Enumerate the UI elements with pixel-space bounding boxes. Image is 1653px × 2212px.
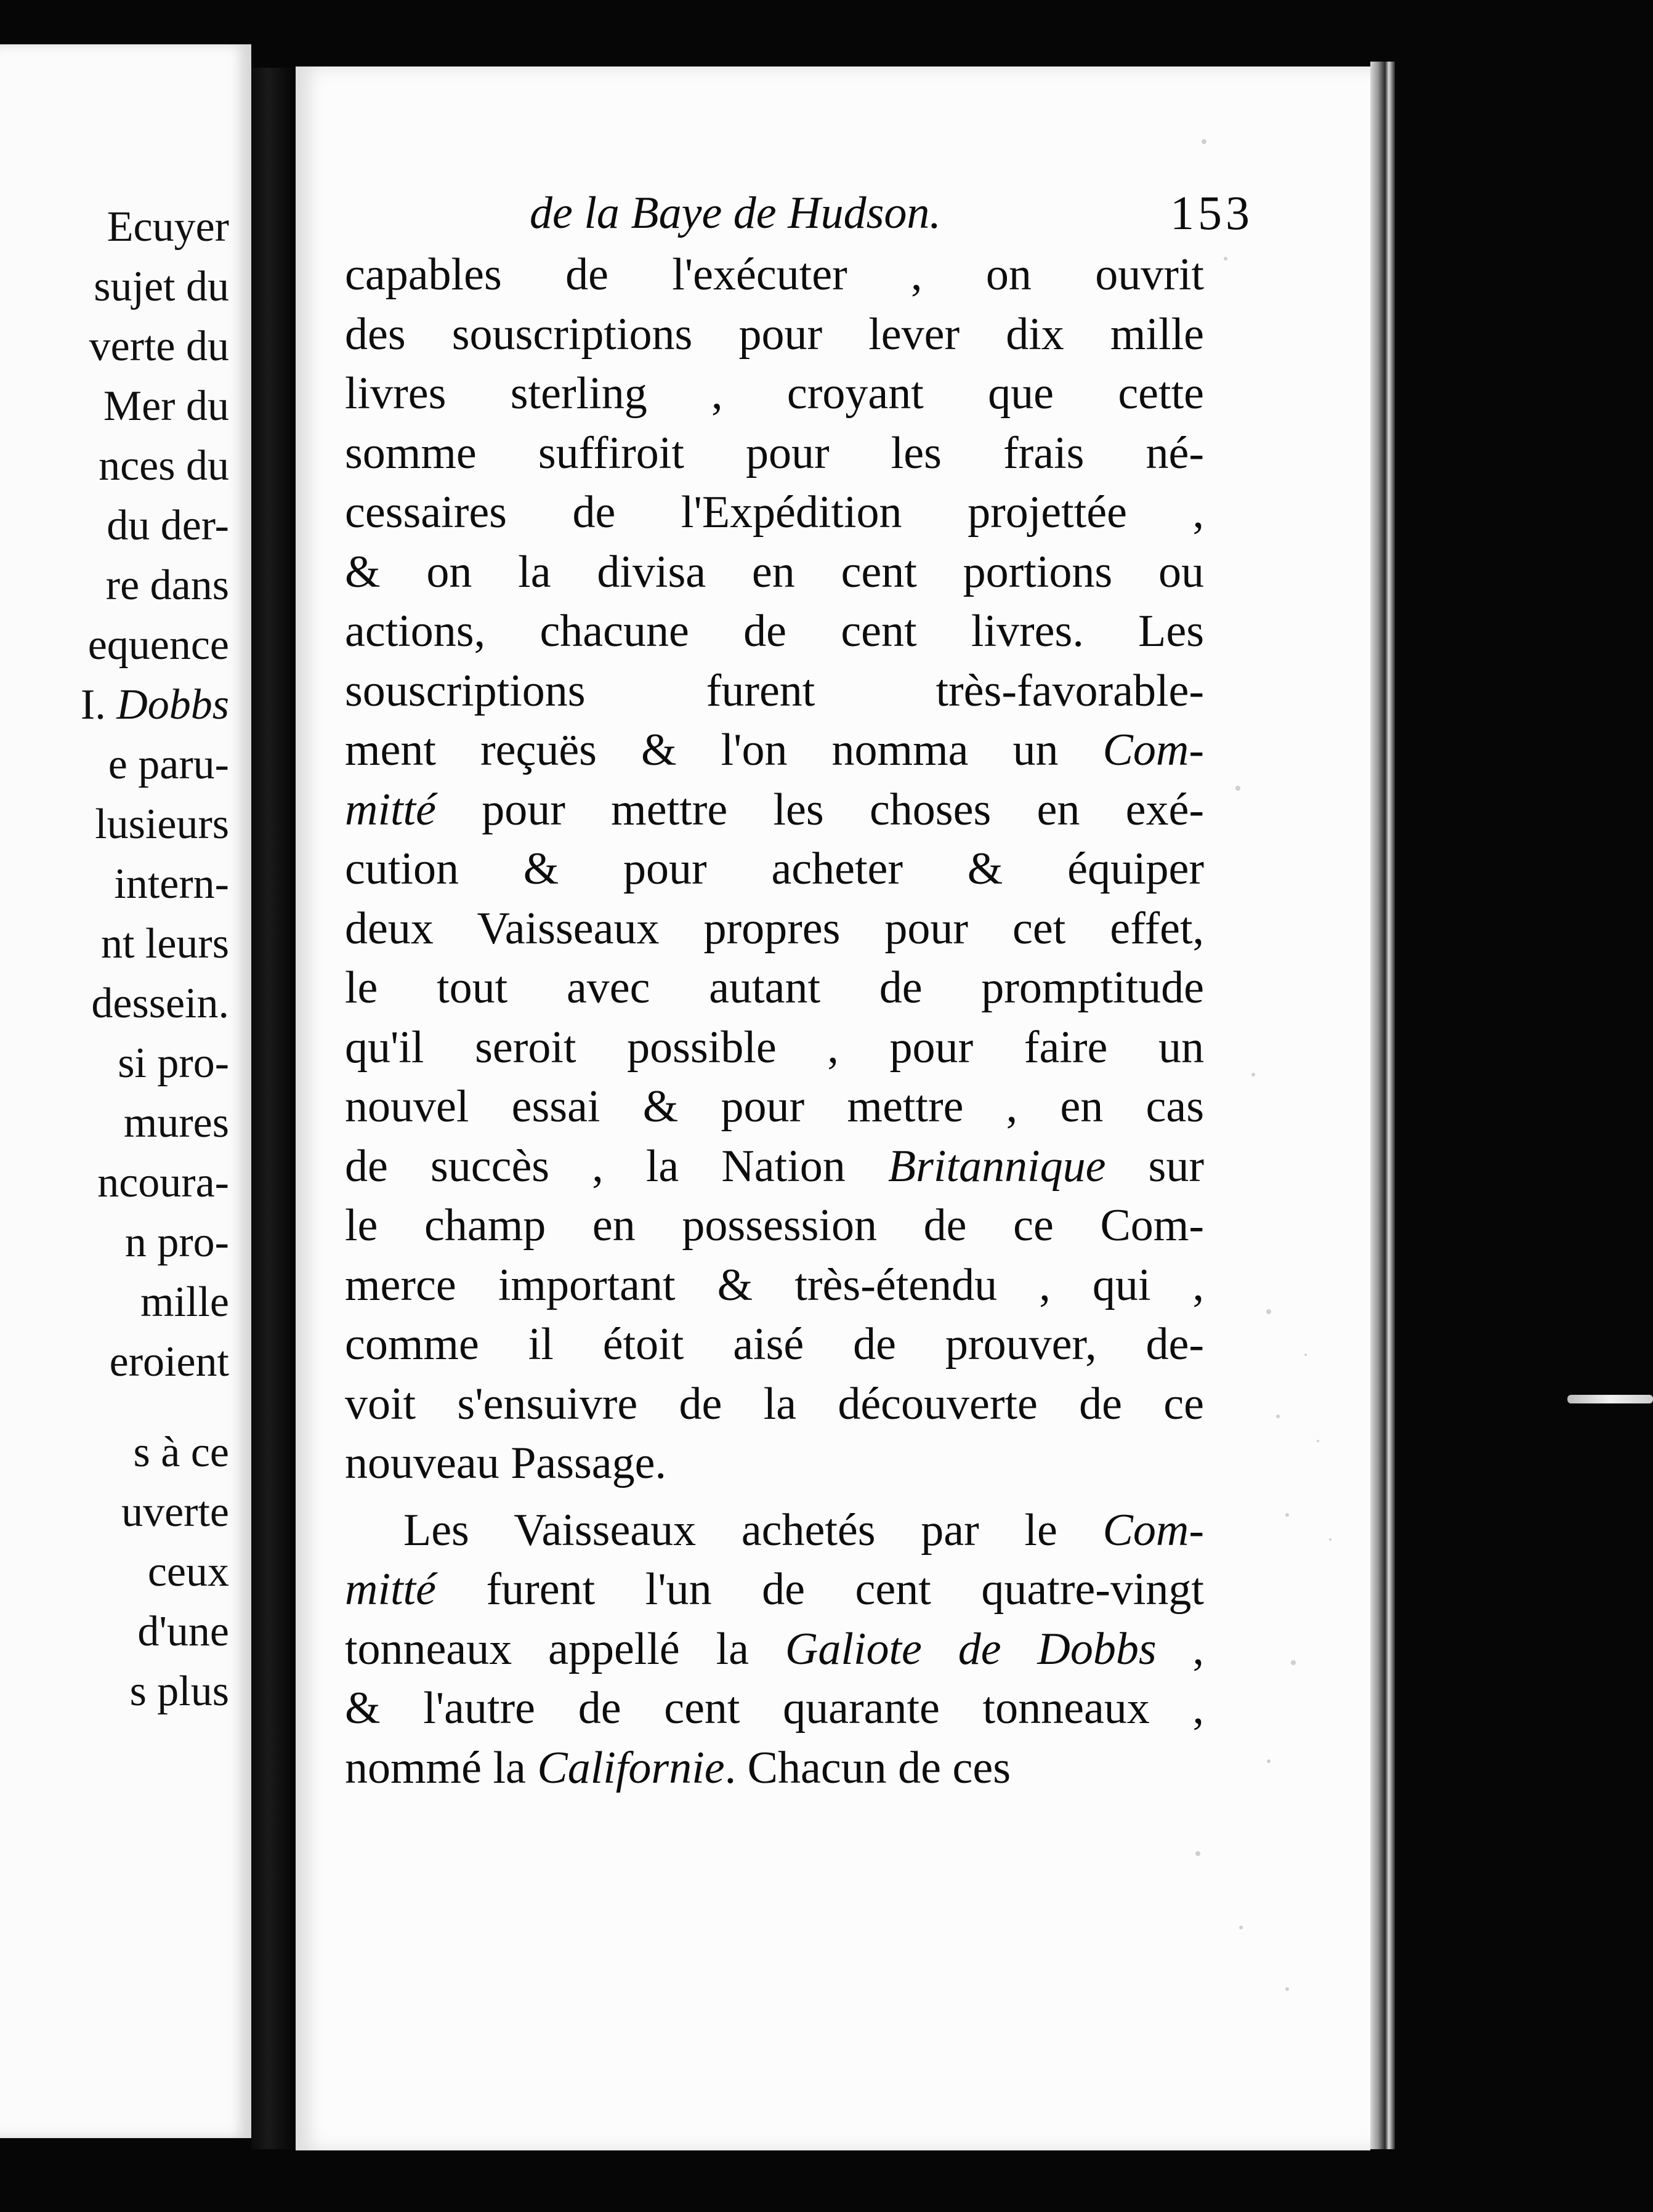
previous-page-line <box>0 317 229 376</box>
text-line <box>345 245 1204 305</box>
previous-page-line-text: nt leurs <box>100 920 229 967</box>
previous-page-line <box>0 854 229 914</box>
page-number: 153 <box>1170 186 1253 240</box>
previous-page <box>0 44 251 2138</box>
previous-page-line-text: Ecuyer <box>107 203 229 251</box>
previous-page-line <box>0 675 229 735</box>
text-run: cution & pour acheter & équiper <box>345 844 1204 894</box>
text-line <box>345 839 1204 899</box>
previous-page-line <box>0 436 229 496</box>
italic-run: mitté <box>345 784 436 835</box>
text-line <box>345 1620 1204 1679</box>
previous-page-line-text: nces du <box>99 442 229 490</box>
previous-page-line <box>0 1153 229 1213</box>
text-line <box>345 1560 1204 1620</box>
previous-page-line <box>0 1213 229 1272</box>
previous-page-line-text: ceux <box>147 1548 229 1596</box>
text-run: actions, chacune de cent livres. Les <box>345 606 1204 656</box>
text-run: nommé la <box>345 1742 538 1793</box>
previous-page-line-text: e paru- <box>108 741 229 788</box>
previous-page-line <box>0 914 229 974</box>
italic-run: Galiote de Dobbs <box>785 1623 1157 1674</box>
text-line <box>345 661 1204 721</box>
text-run: furent l'un de cent quatre-vingt <box>435 1564 1204 1615</box>
previous-page-text <box>0 197 229 1721</box>
previous-page-italic-text: Dobbs <box>116 681 229 729</box>
text-line <box>345 780 1204 840</box>
previous-page-line-text: verte du <box>89 323 229 370</box>
book-gutter <box>251 68 294 2149</box>
previous-page-line-text: mille <box>140 1278 229 1326</box>
text-run: voit s'ensuivre de la découverte de ce <box>345 1378 1204 1429</box>
text-run: livres sterling , croyant que cette <box>345 368 1204 419</box>
text-line <box>345 424 1204 483</box>
text-run: ment reçuës & l'on nomma un <box>345 725 1103 775</box>
previous-page-line-text: lusieurs <box>95 801 229 848</box>
text-run: sur <box>1105 1140 1204 1192</box>
text-line <box>345 958 1204 1018</box>
text-run: de succès , la Nation <box>345 1140 888 1192</box>
previous-page-line <box>0 1482 229 1542</box>
previous-page-line-text: eroient <box>109 1338 229 1386</box>
previous-page-line-text: ncoura- <box>97 1159 229 1206</box>
text-line <box>345 899 1204 959</box>
previous-page-line <box>0 1033 229 1093</box>
previous-page-line-text: re dans <box>105 562 229 609</box>
text-line <box>345 543 1204 602</box>
text-run: cessaires de l'Expédition projettée , <box>345 487 1204 538</box>
text-run: le tout avec autant de promptitude <box>345 963 1204 1013</box>
text-line <box>345 1679 1204 1738</box>
text-run: somme suffiroit pour les frais né- <box>345 427 1204 478</box>
text-run: tonneaux appellé la <box>345 1623 785 1674</box>
running-head: de la Baye de Hudson. <box>530 188 941 238</box>
text-run: qu'il seroit possible , pour faire un <box>345 1022 1204 1073</box>
italic-run: Com- <box>1102 725 1204 775</box>
italic-run: Britannique <box>887 1140 1106 1192</box>
text-line <box>345 1018 1204 1078</box>
text-line <box>345 1315 1204 1374</box>
previous-page-line <box>0 1272 229 1332</box>
previous-page-line <box>0 496 229 555</box>
page-edge <box>1370 62 1395 2149</box>
text-line <box>345 602 1204 661</box>
text-run: le champ en possession de ce Com- <box>345 1200 1204 1251</box>
paper-scrap <box>1567 1395 1653 1403</box>
text-run: comme il étoit aisé de prouver, de- <box>345 1319 1204 1370</box>
previous-page-line-text: dessein. <box>91 980 229 1027</box>
text-line <box>345 483 1204 543</box>
previous-page-line <box>0 1423 229 1482</box>
previous-page-line-text: I. <box>80 681 117 729</box>
previous-page-line <box>0 1332 229 1392</box>
text-run: & l'autre de cent quarante tonneaux , <box>345 1683 1204 1734</box>
text-run: capables de l'exécuter , on ouvrit <box>345 249 1204 300</box>
previous-page-line <box>0 735 229 794</box>
text-run: merce important & très-étendu , qui , <box>345 1259 1204 1310</box>
previous-page-line <box>0 257 229 317</box>
previous-page-line <box>0 1093 229 1153</box>
previous-page-line-text: intern- <box>114 860 229 908</box>
text-line <box>345 1434 1204 1493</box>
previous-page-line <box>0 197 229 257</box>
previous-page-line <box>0 1661 229 1721</box>
previous-page-line-text: n pro- <box>124 1219 229 1266</box>
previous-page-line-text: mures <box>123 1099 229 1147</box>
text-run: Les Vaisseaux achetés par le <box>403 1504 1103 1556</box>
text-line <box>345 721 1204 780</box>
text-run: des souscriptions pour lever dix mille <box>345 309 1204 360</box>
previous-page-line <box>0 1602 229 1661</box>
italic-run: Californie <box>537 1742 725 1793</box>
text-line <box>345 1077 1204 1137</box>
text-run: nouvel essai & pour mettre , en cas <box>345 1081 1204 1132</box>
previous-page-line-text: sujet du <box>94 263 229 310</box>
current-page <box>296 67 1370 2150</box>
previous-page-line-text: equence <box>87 621 229 669</box>
text-line <box>345 1256 1204 1315</box>
previous-page-line-text: Mer du <box>103 382 229 430</box>
previous-page-line <box>0 555 229 615</box>
previous-page-line-text: d'une <box>137 1608 229 1655</box>
previous-page-line-text: si pro- <box>118 1039 229 1087</box>
text-run: nouveau Passage. <box>345 1438 666 1488</box>
text-run: pour mettre les choses en exé- <box>435 784 1204 835</box>
text-run: souscriptions furent très-favorable- <box>345 665 1204 716</box>
previous-page-line-text: s à ce <box>133 1429 229 1476</box>
text-line <box>345 364 1204 424</box>
previous-page-line <box>0 974 229 1033</box>
text-line <box>345 1196 1204 1256</box>
text-run: . Chacun de ces <box>724 1742 1011 1793</box>
previous-page-line <box>0 1542 229 1602</box>
text-line <box>345 1137 1204 1197</box>
previous-page-line <box>0 376 229 436</box>
italic-run: mitté <box>345 1564 436 1615</box>
text-run: & on la divisa en cent portions ou <box>345 546 1204 597</box>
text-line <box>345 305 1204 365</box>
text-line <box>345 1374 1204 1434</box>
text-line <box>345 1738 1204 1798</box>
body-text <box>345 245 1204 1798</box>
italic-run: Com- <box>1102 1504 1204 1556</box>
previous-page-line-text: uverte <box>121 1488 229 1536</box>
page-header <box>530 176 1330 250</box>
text-run: , <box>1156 1623 1205 1674</box>
previous-page-line-text: s plus <box>129 1668 229 1715</box>
previous-page-line <box>0 615 229 675</box>
text-run: deux Vaisseaux propres pour cet effet, <box>345 903 1204 954</box>
text-line <box>345 1501 1204 1560</box>
previous-page-line <box>0 794 229 854</box>
previous-page-line-text: du der- <box>107 502 229 549</box>
